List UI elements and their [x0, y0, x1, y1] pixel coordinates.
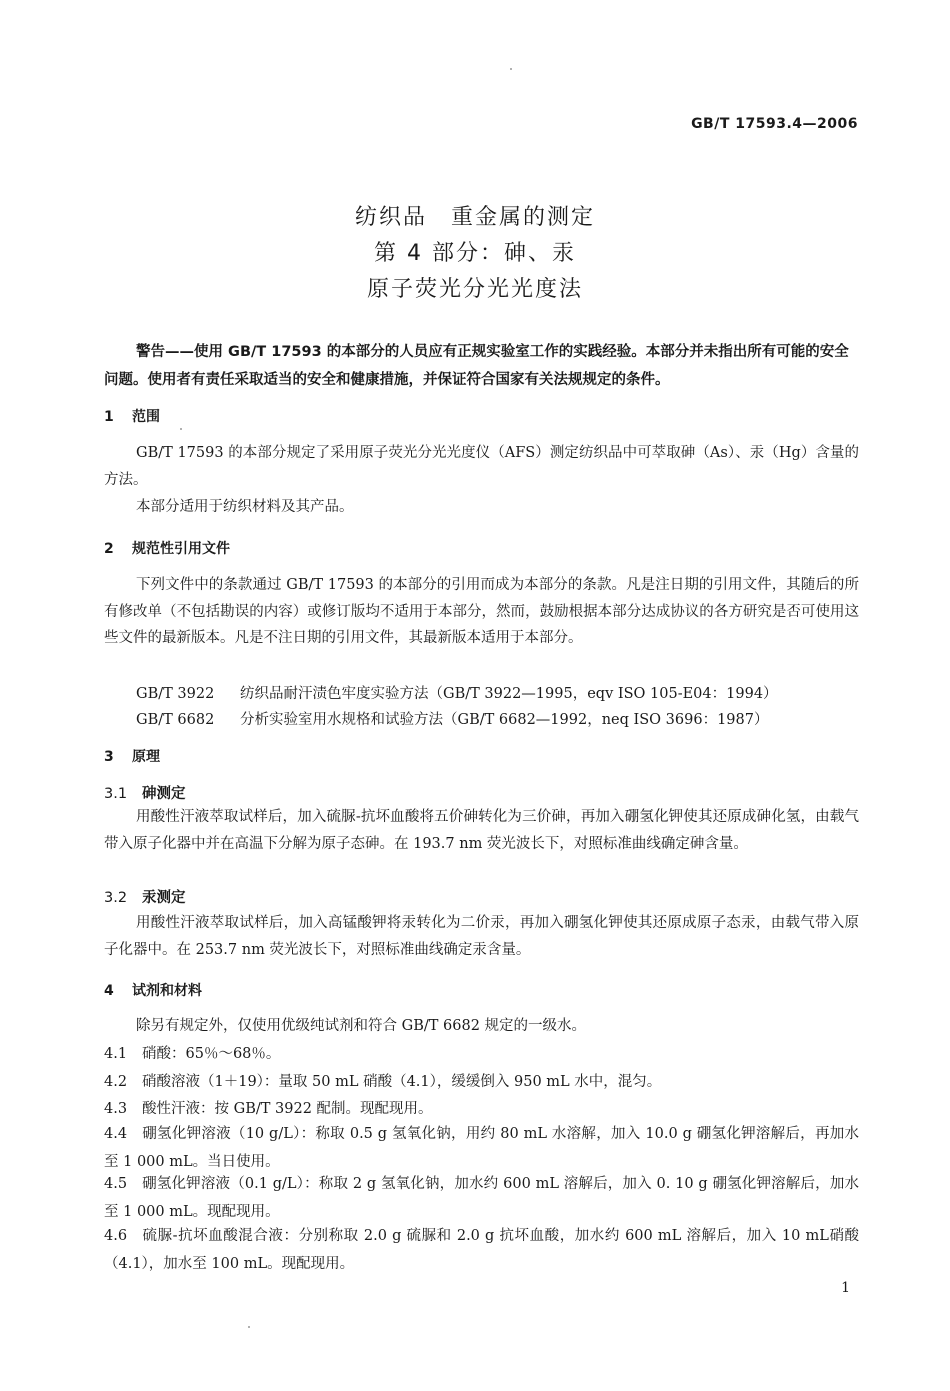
- warning-paragraph: 警告——使用 GB/T 17593 的本部分的人员应有正规实验室工作的实践经验。本部分并未指出所有可能的安全问题。使用者有责任采取适当的安全和健康措施，并保证符合国家有关法规规定的条件。: [104, 344, 849, 388]
- subsection-3-1-heading: [104, 782, 186, 803]
- scan-speck: [510, 68, 512, 70]
- scan-speck: [180, 428, 182, 430]
- page-number: 1: [841, 1280, 850, 1296]
- reagent-text: 硼氢化钾溶液（10 g/L）：称取 0.5 g 氢氧化钠，用约 80 mL 水溶解，加入 10.0 g 硼氢化钾溶解后，再加水至 1 000 mL。当日使用。: [104, 1126, 859, 1170]
- section-title: 范围: [132, 409, 160, 425]
- scope-applicability: 本部分适用于纺织材料及其产品。: [136, 499, 354, 515]
- arsenic-principle-paragraph: 用酸性汗液萃取试样后，加入硫脲-抗坏血酸将五价砷转化为三价砷，再加入硼氢化钾使其还原成砷化氢，由载气带入原子化器中并在高温下分解为原子态砷。在 193.7 nm 荧光波长下，对照标准曲线确定砷含量。: [104, 809, 859, 852]
- section-title: 原理: [132, 749, 160, 765]
- reagent-text: 硫脲-抗坏血酸混合液：分别称取 2.0 g 硫脲和 2.0 g 抗坏血酸，加水约 600 mL 溶解后，加入 10 mL硝酸（4.1），加水至 100 mL。现配现用。: [104, 1228, 859, 1272]
- subsection-number: 3.2: [104, 890, 128, 906]
- section-number: 1: [104, 409, 114, 425]
- section-title: 规范性引用文件: [132, 541, 230, 557]
- reference-code: GB/T 6682: [136, 712, 215, 728]
- standard-number: GB/T 17593.4—2006: [691, 116, 858, 132]
- reagent-item: [104, 1095, 859, 1123]
- title-line-1: 纺织品 重金属的测定: [354, 205, 595, 230]
- subsection-number: 3.1: [104, 786, 128, 802]
- section-number: 2: [104, 541, 114, 557]
- reagent-number: 4.1: [104, 1046, 128, 1062]
- reagent-number: 4.3: [104, 1101, 128, 1117]
- reagent-number: 4.2: [104, 1074, 128, 1090]
- section-4-heading: [104, 980, 202, 1000]
- mercury-principle-paragraph: 用酸性汗液萃取试样后，加入高锰酸钾将汞转化为二价汞，再加入硼氢化钾使其还原成原子态汞，由载气带入原子化器中。在 253.7 nm 荧光波长下，对照标准曲线确定汞含量。: [104, 915, 859, 958]
- reagent-number: 4.4: [104, 1126, 128, 1142]
- reference-item: [136, 682, 778, 703]
- section-1-heading: [104, 406, 160, 426]
- title-line-2: 第 4 部分：砷、汞: [374, 241, 576, 266]
- reagent-item: [104, 1120, 859, 1176]
- reagents-intro: 除另有规定外，仅使用优级纯试剂和符合 GB/T 6682 规定的一级水。: [136, 1018, 587, 1034]
- reference-title: 分析实验室用水规格和试验方法（GB/T 6682—1992，neq ISO 3696：1987）: [240, 712, 769, 728]
- section-3-heading: [104, 746, 160, 766]
- reference-title: 纺织品耐汗渍色牢度实验方法（GB/T 3922—1995，eqv ISO 105-E04：1994）: [240, 686, 778, 702]
- reagent-item: [104, 1170, 859, 1226]
- section-2-heading: [104, 538, 230, 558]
- section-number: 4: [104, 983, 114, 999]
- section-number: 3: [104, 749, 114, 765]
- scan-speck: [248, 1326, 250, 1328]
- normative-references-paragraph: 下列文件中的条款通过 GB/T 17593 的本部分的引用而成为本部分的条款。凡是注日期的引用文件，其随后的所有修改单（不包括勘误的内容）或修订版均不适用于本部分，然而，鼓励根据本部分达成协议的各方研究是否可使用这些文件的最新版本。凡是不注日期的引用文件，其最新版本适用于本部分。: [104, 577, 859, 646]
- subsection-3-2-heading: [104, 886, 186, 907]
- reagent-item: [104, 1068, 859, 1096]
- reference-code: GB/T 3922: [136, 686, 215, 702]
- section-title: 试剂和材料: [132, 983, 202, 999]
- reagent-text: 硝酸：65％～68％。: [142, 1046, 281, 1062]
- title-line-3: 原子荧光分光光度法: [366, 277, 583, 302]
- reagent-item: [104, 1040, 859, 1068]
- scope-paragraph: GB/T 17593 的本部分规定了采用原子荧光分光光度仪（AFS）测定纺织品中可萃取砷（As）、汞（Hg）含量的方法。: [104, 445, 859, 488]
- subsection-title: 砷测定: [142, 786, 186, 802]
- reagent-number: 4.5: [104, 1176, 128, 1192]
- reagent-text: 硼氢化钾溶液（0.1 g/L）：称取 2 g 氢氧化钠，加水约 600 mL 溶解后，加入 0. 10 g 硼氢化钾溶解后，加水至 1 000 mL。现配现用。: [104, 1176, 859, 1220]
- reference-item: [136, 708, 768, 729]
- reagent-text: 酸性汗液：按 GB/T 3922 配制。现配现用。: [142, 1101, 433, 1117]
- subsection-title: 汞测定: [142, 890, 186, 906]
- reagent-number: 4.6: [104, 1228, 128, 1244]
- reagent-text: 硝酸溶液（1＋19）：量取 50 mL 硝酸（4.1），缓缓倒入 950 mL 水中，混匀。: [142, 1074, 662, 1090]
- reagent-item: [104, 1222, 859, 1278]
